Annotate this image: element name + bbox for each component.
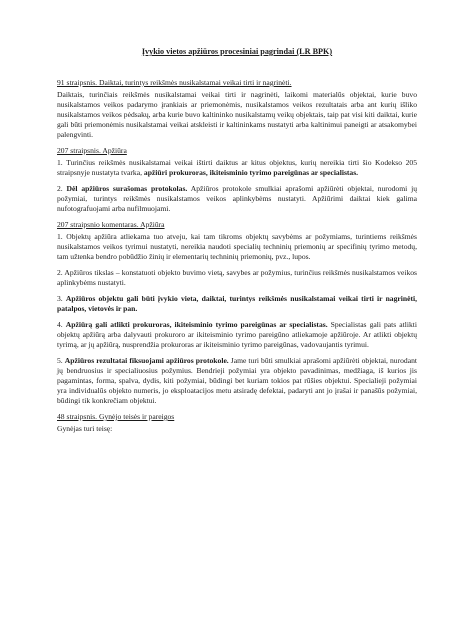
paragraph [57, 268, 417, 288]
paragraph [57, 294, 417, 314]
text-run: Daiktais, turinčiais reikšmės nusikalstamai veikai tirti ir nagrinėti, laikomi materialūs objektai, kurie buvo nusikalstamos veikos padarymo įrankiais ar priemonėmis, nusikalstamos veikos rezultatais arba ant kurių išliko nusikalstamos veikos pėdsakų, arba kurie buvo kaltininko nusikalstamų veikų objektais, taip pat visi kiti daiktai, kurie gali būti priemonėmis nusikalstamai veikai atskleisti ir kaltininkams nustatyti arba kaltinimui paneigti ar atsakomybei palengvinti. [57, 90, 417, 139]
document-title: Įvykio vietos apžiūros procesiniai pagrindai (LR BPK) [141, 47, 333, 56]
text-run: 4. [57, 320, 66, 329]
bold-text: Apžiūros objektu gali būti įvykio vieta, daiktai, turintys reikšmės nusikalstamai veikai tirti ir nagrinėti, patalpos, vietovės ir pan. [57, 294, 418, 313]
text-run: Jame turi būti smulkiai aprašomi apžiūrėti objektai, nurodant jų bendruosius ir specialiuosius požymius. Bendrieji požymiai yra objekto pavadinimas, medžiaga, iš kurios jis pagamintas, forma, spalva, dydis, kiti požymiai, būdingi bet kuriam tokios pat rūšies objektui. Specialieji požymiai yra individualūs objekto numeris, jo eksploatacijos metu atsiradę defektai, padaryti ant jo įrašai ir panašūs požymiai, būdingi tik konkrečiam objektui. [57, 356, 418, 405]
bold-text: Apžiūrą gali atlikti prokuroras, ikiteisminio tyrimo pareigūnas ar specialistas. [65, 320, 328, 329]
text-run: 5. [57, 356, 65, 365]
text-run: Specialistas gali pats atlikti objektų apžiūrą arba dalyvauti prokuroro ar ikiteisminio tyrimo pareigūno atliekamoje apžiūroje. Ar atlikti objektų tyrimą, ar jų apžiūrą, nusprendžia prokuroras ar ikiteisminio tyrimo pareigūnas, vadovaujantis tyrimui. [57, 320, 418, 349]
text-run: 2. Apžiūros tikslas – konstatuoti objekto buvimo vietą, savybes ar požymius, turinčius reikšmės nusikalstamos veikos aplinkybėms nustatyti. [57, 268, 417, 287]
text-run: Gynėjas turi teisę: [57, 424, 113, 433]
document-page [57, 47, 417, 440]
section-heading: 207 straipsnis. Apžiūra [57, 146, 127, 155]
section-heading: 91 straipsnis. Daiktai, turintys reikšmės nusikalstamai veikai tirti ir nagrinėti. [57, 78, 292, 87]
paragraph [57, 356, 417, 406]
text-run: 1. Turinčius reikšmės nusikalstamai veikai ištirti daiktus ar kitus objektus, kurių nereikia tirti šio Kodekso 205 straipsnyje nustatyta tvarka, [57, 158, 417, 177]
section-heading: 48 straipsnis. Gynėjo teisės ir pareigos [57, 412, 175, 421]
text-run: 2. [57, 184, 67, 193]
bold-text: Apžiūros rezultatai fiksuojami apžiūros protokole. [64, 356, 229, 365]
document-body [57, 78, 417, 434]
paragraph [57, 90, 417, 140]
paragraph [57, 424, 417, 434]
section-heading: 207 straipsnio komentaras. Apžiūra [57, 220, 165, 229]
bold-text: Dėl apžiūros surašomas protokolas. [66, 184, 188, 193]
paragraph [57, 184, 417, 214]
text-run: 3. [57, 294, 66, 303]
text-run: Apžiūros protokole smulkiai aprašomi apžiūrėti objektai, nurodomi jų požymiai, turintys reikšmės nusikalstamos veikos aplinkybėms nustatyti. Apžiūrimi daiktai kiek galima nufotografuojami arba nufilmuojami. [57, 184, 417, 213]
bold-text: apžiūri prokuroras, ikiteisminio tyrimo pareigūnas ar specialistas. [143, 168, 359, 177]
paragraph [57, 158, 417, 178]
paragraph [57, 232, 417, 262]
paragraph [57, 320, 417, 350]
text-run: 1. Objektų apžiūra atliekama tuo atveju, kai tam tikroms objektų savybėms ar požymiams, turintiems reikšmės nusikalstamos veikos tyrimui nustatyti, nereikia naudoti specialių techninių priemonių ar specifinių tyrimo metodų, tam užtenka bendro pobūdžio žinių ir elementarių techninių priemonių, pvz., lupos. [57, 232, 417, 261]
